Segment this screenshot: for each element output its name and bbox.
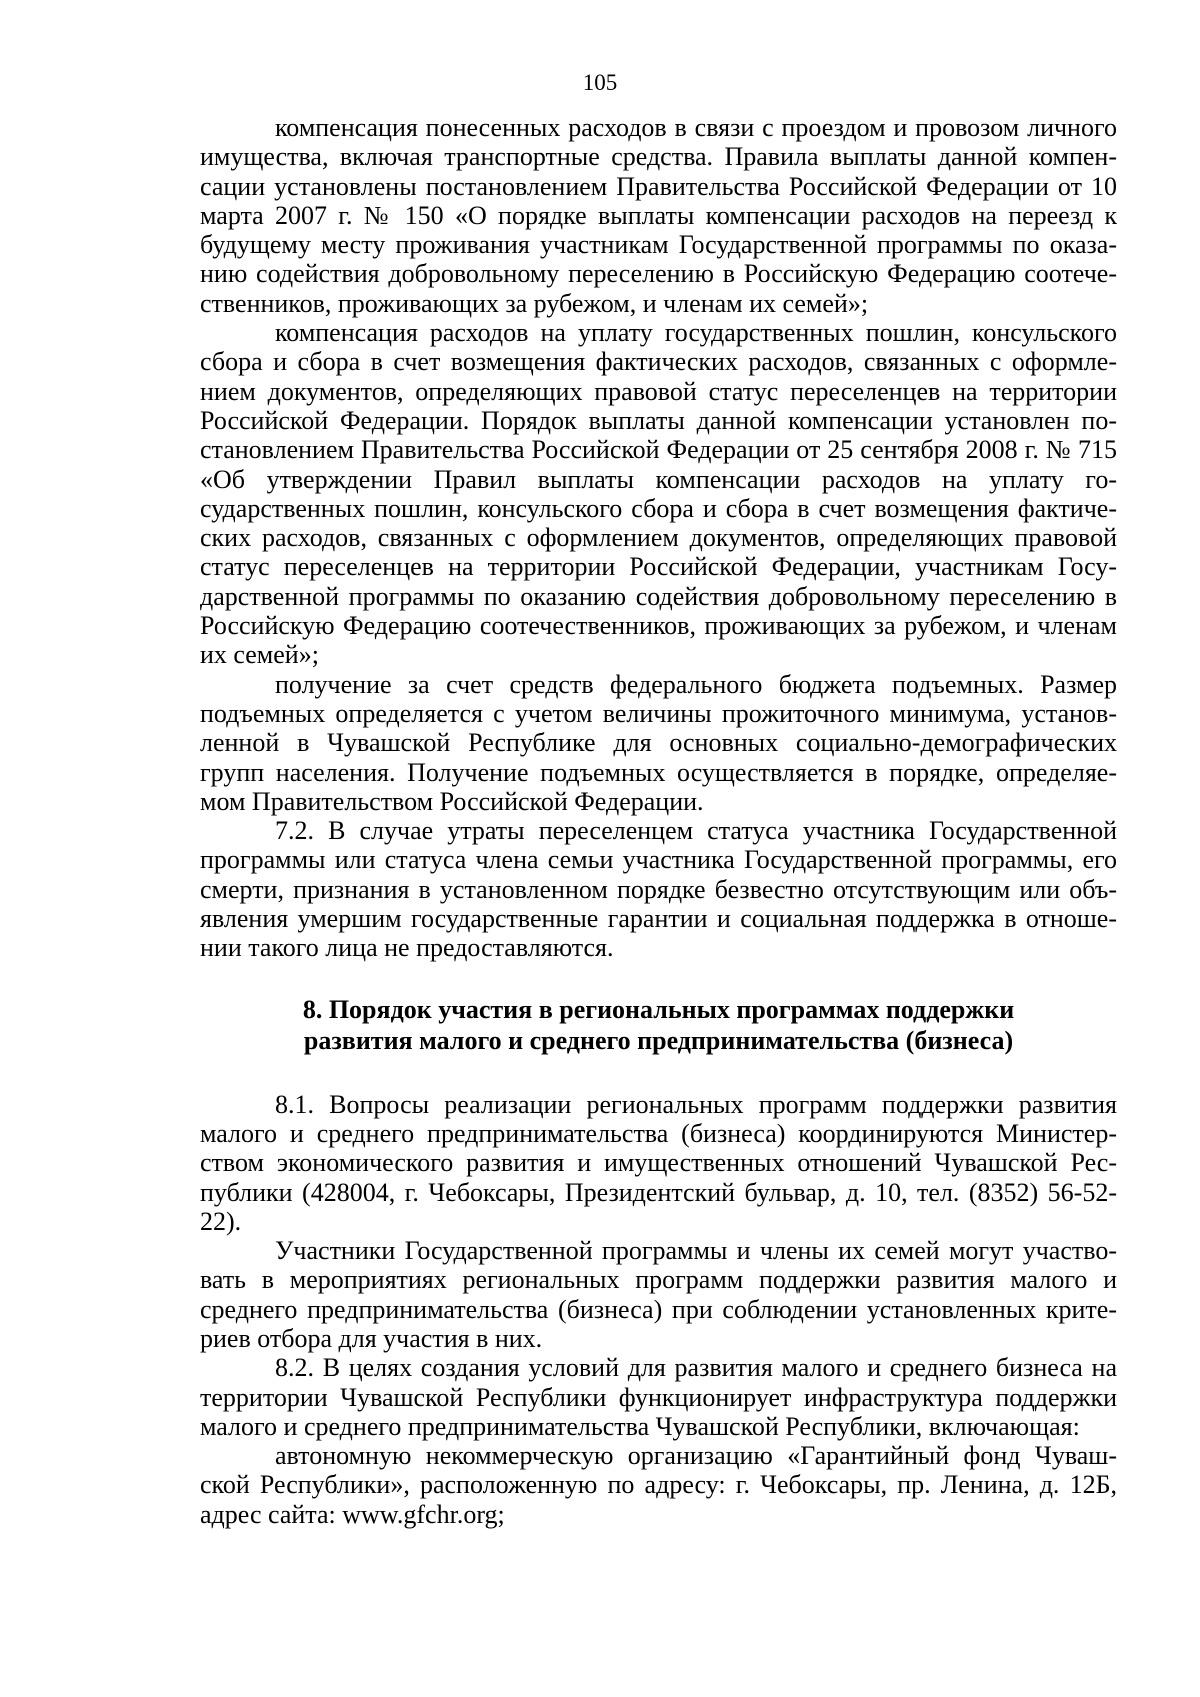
paragraph-relocation-compensation: компенсация понесенных расходов в связи с проездом и провозом личного имущества, включая транспортные средства. Правила выплаты данной компенсации установлены постановлением Правительства Российской Федерации от 10 марта 2007 г. № 150 «О порядке выплаты компенсации расходов на переезд к будущему месту проживания участникам Государственной программы по оказанию содействия добровольному переселению в Российскую Федерацию соотечественников, проживающих за рубежом, и членам их семей»; [200,113,1117,318]
paragraph-8-2: 8.2. В целях создания условий для развития малого и среднего бизнеса на территории Чувашской Республики функционирует инфраструктура поддержки малого и среднего предпринимательства Чувашской Республики, включающая: [200,1353,1117,1441]
spacer [200,1056,1117,1090]
document-body [200,113,1117,1529]
paragraph-duty-compensation: компенсация расходов на уплату государственных пошлин, консульского сбора и сбора в счет возмещения фактических расходов, связанных с оформлением документов, определяющих правовой статус переселенцев на территории Российской Федерации. Порядок выплаты данной компенсации установлен постановлением Правительства Российской Федерации от 25 сентября 2008 г. № 715 «Об утверждении Правил выплаты компенсации расходов на уплату государственных пошлин, консульского сбора и сбора в счет возмещения фактических расходов, связанных с оформлением документов, определяющих правовой статус переселенцев на территории Российской Федерации, участникам Государственной программы по оказанию содействия добровольному переселению в Российскую Федерацию соотечественников, проживающих за рубежом, и членам их семей»; [200,318,1117,670]
paragraph-7-2: 7.2. В случае утраты переселенцем статуса участника Государственной программы или статуса члена семьи участника Государственной программы, его смерти, признания в установленном порядке безвестно отсутствующим или объявления умершим государственные гарантии и социальная поддержка в отношении такого лица не предоставляются. [200,816,1117,963]
paragraph-guarantee-fund: автономную некоммерческую организацию «Гарантийный фонд Чувашской Республики», расположенную по адресу: г. Чебоксары, пр. Ленина, д. 12Б, адрес сайта: www.gfchr.org; [200,1441,1117,1529]
spacer [200,963,1117,994]
paragraph-lifting-allowance: получение за счет средств федерального бюджета подъемных. Размер подъемных определяется с учетом величины прожиточного минимума, установленной в Чувашской Республике для основных социально-демографических групп населения. Получение подъемных осуществляется в порядке, определяемом Правительством Российской Федерации. [200,669,1117,816]
section-heading-8: 8. Порядок участия в региональных программах поддержки развития малого и среднего предпринимательства (бизнеса) [302,994,1015,1055]
paragraph-8-1: 8.1. Вопросы реализации региональных программ поддержки развития малого и среднего предпринимательства (бизнеса) координируются Министерством экономического развития и имущественных отношений Чувашской Республики (428004, г. Чебоксары, Президентский бульвар, д. 10, тел. (8352) 56-52-22). [200,1089,1117,1236]
page-number: 105 [582,70,618,95]
paragraph-participants: Участники Государственной программы и члены их семей могут участвовать в мероприятиях региональных программ поддержки развития малого и среднего предпринимательства (бизнеса) при соблюдении установленных критериев отбора для участия в них. [200,1236,1117,1353]
